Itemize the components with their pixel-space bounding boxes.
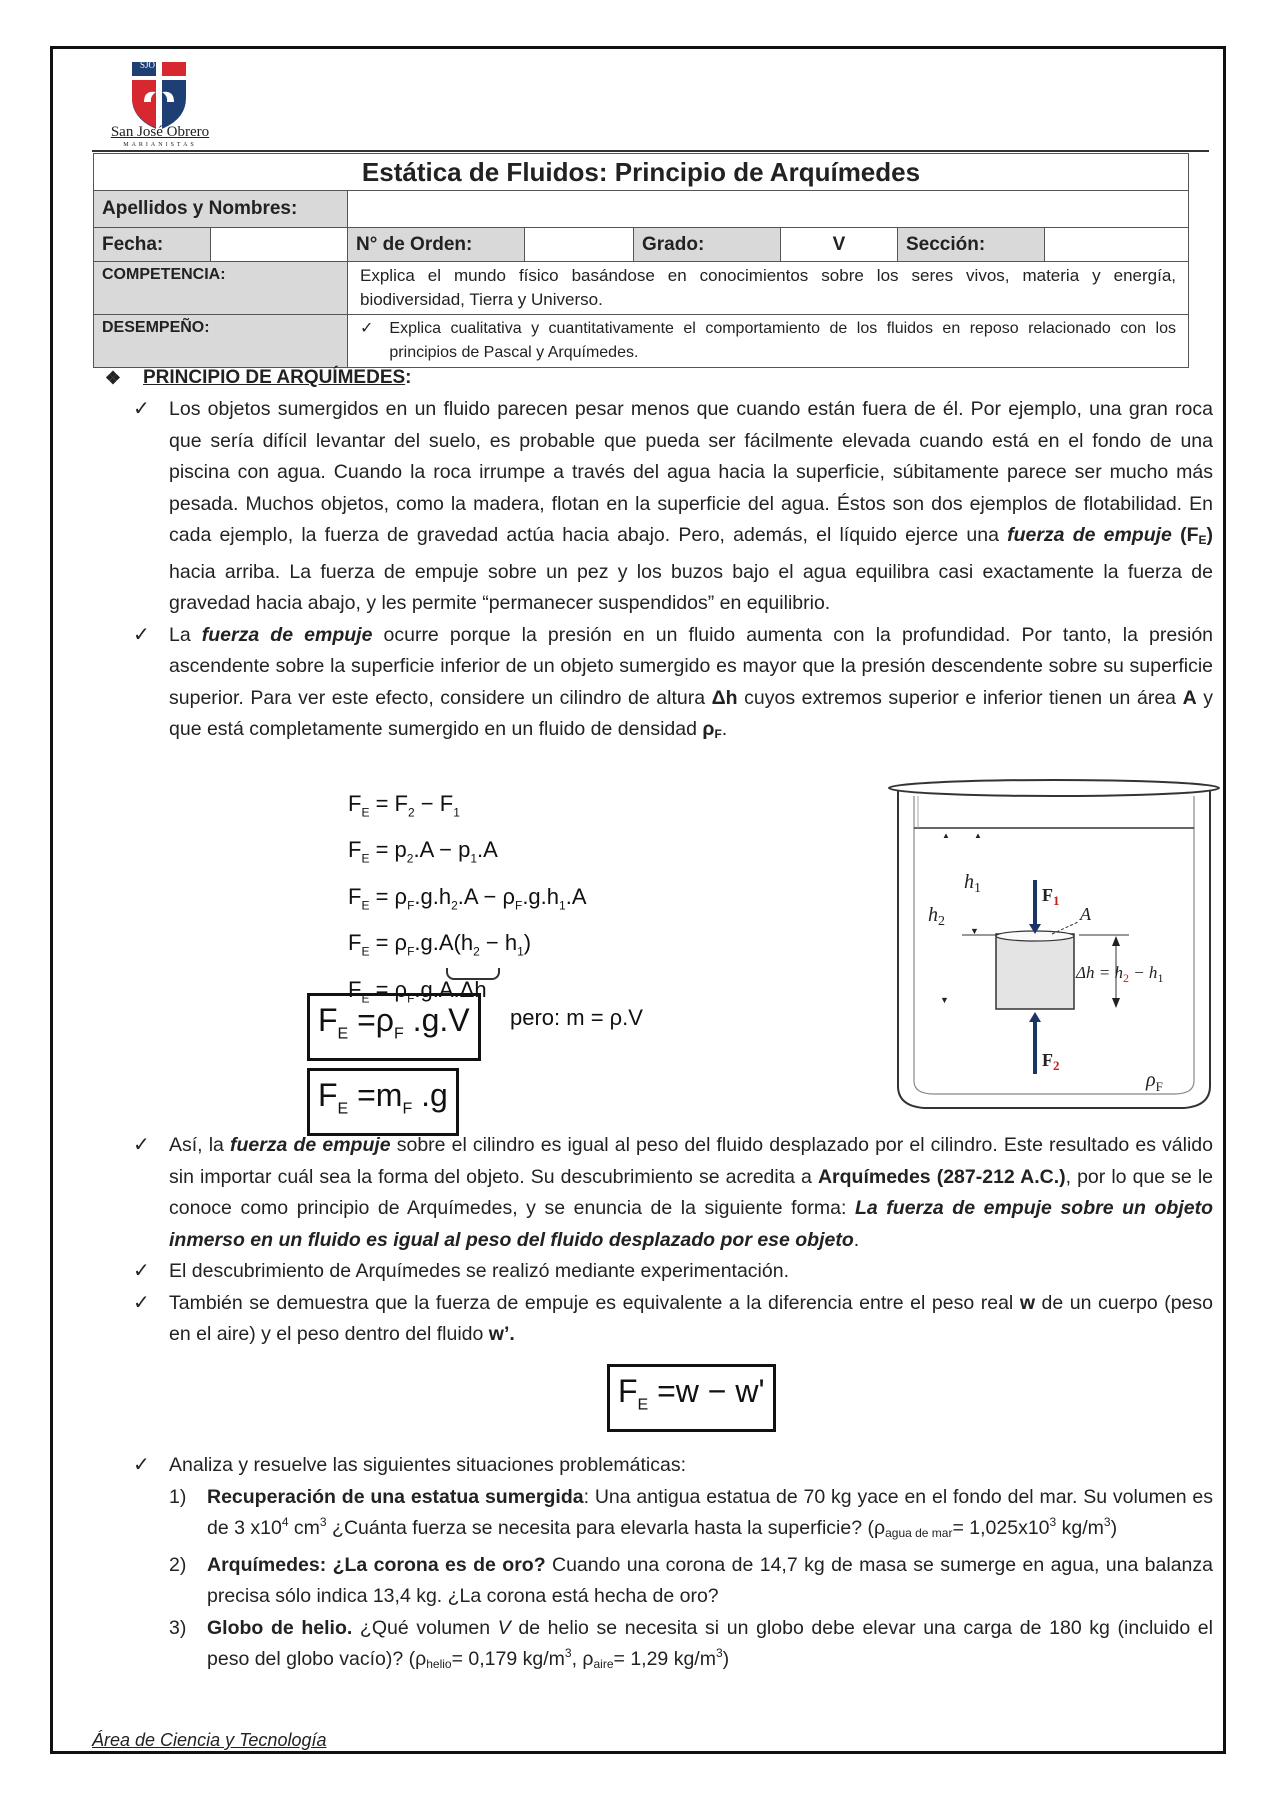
paragraph-2 — [93, 620, 1213, 751]
section-title-colon: : — [405, 367, 412, 388]
sup: 3 — [1103, 1515, 1111, 1529]
grade-value[interactable]: V — [781, 228, 898, 262]
problem-list — [93, 1482, 1213, 1681]
text: cuyos extremos superior e inferior tienen un área — [737, 686, 1183, 709]
school-logo-text — [104, 124, 216, 148]
problem-title: Arquímedes: ¿La corona es de oro? — [207, 1553, 546, 1576]
competencia-label: COMPETENCIA: — [94, 262, 348, 315]
fe-sub: E — [1198, 533, 1207, 547]
h1-label: $h_1$ — [964, 871, 981, 896]
section-label: Sección: — [898, 228, 1045, 262]
area-symbol: A — [1182, 686, 1197, 709]
school-subtitle: MARIANISTAS — [123, 142, 197, 148]
date-field[interactable] — [211, 228, 348, 262]
paragraph-4 — [93, 1256, 1213, 1288]
school-name: San José Obrero — [110, 124, 210, 140]
diamond-bullet-icon: ❖ — [104, 367, 122, 388]
section-title: PRINCIPIO DE ARQUÍMEDES — [143, 367, 406, 388]
text: hacia arriba. La fuerza de empuje sobre un pez y los buzos bajo el agua equilibra casi exactamente la fuerza de gravedad hacia abajo, y les permite “permanecer suspendidos” en equilibrio. — [169, 560, 1213, 614]
paragraph-1 — [93, 394, 1213, 620]
text: Los objetos sumergidos en un fluido parecen pesar menos que cuando están fuera de él. Por ejemplo, una gran roca que sería difícil levantar del suelo, es probable que pueda ser fácilmente elevada cuando está en el fondo de una piscina con agua. Cuando la roca irrumpe a través del agua hacia la superficie, súbitamente parece ser mucho más pesada. Muchos objetos, como la madera, flotan en la superficie del agua. Éstos son dos ejemplos de flotabilidad. En cada ejemplo, la fuerza de gravedad actúa hacia abajo. Pero, además, el líquido ejerce una — [169, 398, 1213, 546]
name-field[interactable] — [348, 191, 1189, 228]
cylinder-diagram — [884, 776, 1224, 1116]
check-icon: ✓ — [133, 1291, 150, 1314]
student-info-table — [93, 153, 1189, 368]
derivation-equations — [348, 785, 587, 1017]
boxed-equation-volume: $F_E =\rho_F$ .g.V — [307, 993, 481, 1061]
marker: ▲ — [942, 831, 950, 840]
text: y que está completamente sumergido en un fluido de densidad — [169, 686, 1213, 740]
emphasis: fuerza de empuje — [1007, 524, 1172, 546]
text: = 0,179 kg/m — [451, 1648, 565, 1670]
f1-label: $F_1$ — [1042, 885, 1060, 908]
check-icon: ✓ — [133, 1134, 150, 1156]
section-field[interactable] — [1045, 228, 1189, 262]
text: La — [169, 623, 202, 646]
competencia-text: Explica el mundo físico basándose en conocimientos sobre los seres vivos, materia y energía, biodiversidad, Tierra y Universo. — [348, 262, 1189, 315]
principle-statement: La fuerza de empuje sobre un objeto inmerso en un fluido es igual al peso del fluido desplazado por ese objeto — [169, 1197, 1213, 1251]
sub: agua de mar — [885, 1526, 953, 1540]
text: : Una antigua estatua de 70 kg yace en el fondo del mar. Su volumen es de 3 x10 — [207, 1485, 1213, 1539]
main-content — [93, 364, 1213, 751]
marker: ▲ — [974, 831, 982, 840]
fe-symbol: (F — [1171, 524, 1199, 546]
section-heading — [93, 364, 1213, 392]
desempeno-label: DESEMPEÑO: — [94, 315, 348, 368]
order-field[interactable] — [525, 228, 634, 262]
sup: 3 — [564, 1646, 572, 1660]
marker: ▼ — [970, 926, 979, 936]
footer-rule — [50, 1751, 1226, 1754]
text: sobre el cilindro es igual al peso del fluido desplazado por el cilindro. Este resultado es válido sin importar cuál sea la forma del objeto. Su descubrimiento se acredita a — [169, 1134, 1213, 1188]
problems-section — [93, 1450, 1213, 1681]
problem-item — [169, 1482, 1213, 1550]
text: Analiza y resuelve las siguientes situaciones problemáticas: — [169, 1454, 687, 1476]
marker: ▼ — [940, 995, 949, 1005]
underbrace — [446, 968, 500, 980]
sup: 3 — [319, 1515, 327, 1529]
grade-label: Grado: — [634, 228, 781, 262]
rho-f-label: $\rho_F$ — [1146, 1069, 1163, 1094]
sub: helio — [426, 1657, 452, 1671]
delta-h-symbol: Δh — [711, 686, 738, 709]
text: de helio se necesita si un globo debe elevar una carga de 180 kg (incluido el peso del globo vacío)? (ρ — [207, 1616, 1213, 1670]
problem-item — [169, 1613, 1213, 1681]
text: El descubrimiento de Arquímedes se realizó mediante experimentación. — [169, 1260, 790, 1282]
text: ) — [722, 1648, 730, 1670]
logo-badge: SJO — [140, 60, 156, 70]
check-icon: ✓ — [133, 1454, 150, 1476]
archimedes-dates: Arquímedes (287-212 A.C.) — [817, 1165, 1066, 1188]
problem-item — [169, 1550, 1213, 1613]
fe-close: ) — [1206, 524, 1213, 546]
check-icon: ✓ — [360, 320, 374, 337]
text: cm — [288, 1517, 320, 1539]
pero-note: pero: m = ρ.V — [510, 1005, 643, 1030]
worksheet-title: Estática de Fluidos: Principio de Arquímedes — [94, 154, 1189, 191]
h2-label: $h_2$ — [928, 904, 945, 929]
boxed-equation-mass: $F_E =m_F$ .g — [307, 1068, 459, 1136]
boxed-equation-weight: $F_E =w - w'$ — [607, 1364, 776, 1432]
sup: 3 — [1049, 1515, 1057, 1529]
text: ) — [1110, 1517, 1118, 1539]
equation-line: $F_E = F_2 - F_1$ — [348, 791, 460, 820]
w-symbol: w — [1019, 1291, 1035, 1314]
order-label: N° de Orden: — [348, 228, 525, 262]
f2-label: $F_2$ — [1042, 1050, 1060, 1073]
check-icon: ✓ — [133, 398, 150, 420]
dh-label: $\Delta h = h_2 - h_1$ — [1076, 963, 1164, 985]
problem-title: Globo de helio. — [207, 1616, 353, 1639]
text: ocurre porque la presión en un fluido aumenta con la profundidad. Por tanto, la presión ascendente sobre la superficie inferior de un objeto sumergido es mayor que la presión descendente sobre su superficie superior. Para ver este efecto, considere un cilindro de altura — [169, 623, 1214, 709]
beaker-rim — [889, 780, 1219, 796]
emphasis: fuerza de empuje — [201, 623, 373, 646]
equation-line: $F_E = \rho_F.g.A.\Delta h$ — [348, 976, 487, 1005]
sup: 3 — [715, 1646, 723, 1660]
header-rule — [92, 150, 1209, 152]
text: Así, la — [169, 1134, 230, 1156]
equation-line: $F_E = \rho_F.g.A(h_2 - h_1)$ — [348, 930, 532, 959]
desempeno-cell — [348, 315, 1189, 368]
text: . — [721, 718, 728, 740]
text: También se demuestra que la fuerza de empuje es equivalente a la diferencia entre el peso real — [169, 1291, 1020, 1314]
volume-symbol: V — [497, 1616, 511, 1639]
emphasis: fuerza de empuje — [229, 1134, 391, 1156]
text: , por lo que se le conoce como principio de Arquímedes, y se enuncia de la siguiente forma: — [169, 1165, 1214, 1219]
equation-line: $F_E = p_2.A - p_1.A$ — [348, 837, 498, 866]
equation-line: $F_E = \rho_F.g.h_2.A - \rho_F.g.h_1.A$ — [348, 883, 587, 913]
problem-number: 1) — [169, 1485, 187, 1508]
w-prime-symbol: w’. — [488, 1323, 515, 1345]
problem-number: 3) — [169, 1616, 187, 1639]
text: = 1,29 kg/m — [613, 1648, 716, 1670]
desempeno-text: Explica cualitativa y cuantitativamente el comportamiento de los fluidos en reposo relacionado con los principios de Pascal y Arquímedes. — [389, 320, 1176, 361]
text: de un cuerpo (peso en el aire) y el peso dentro del fluido — [169, 1291, 1213, 1345]
text: Cuando una corona de 14,7 kg de masa se sumerge en agua, una balanza precisa sólo indica 13,4 kg. ¿La corona está hecha de oro? — [207, 1553, 1213, 1607]
text: ¿Qué volumen — [352, 1616, 498, 1639]
rho-symbol: ρ — [702, 718, 715, 740]
check-icon: ✓ — [133, 1260, 150, 1282]
text: = 1,025x10 — [952, 1517, 1050, 1539]
sup: 4 — [281, 1515, 289, 1529]
problem-number: 2) — [169, 1553, 187, 1576]
date-label: Fecha: — [94, 228, 211, 262]
rho-sub: F — [714, 727, 722, 741]
sub: aire — [593, 1657, 614, 1671]
text: ¿Cuánta fuerza se necesita para elevarla hasta la superficie? (ρ — [326, 1517, 886, 1539]
text: , ρ — [571, 1648, 594, 1670]
name-label: Apellidos y Nombres: — [94, 191, 348, 228]
area-label: A — [1080, 904, 1091, 924]
lower-content — [93, 1130, 1213, 1351]
paragraph-6 — [93, 1450, 1213, 1482]
cylinder — [996, 934, 1074, 1009]
text: . — [853, 1228, 860, 1251]
problem-title: Recuperación de una estatua sumergida — [207, 1485, 584, 1508]
paragraph-3 — [93, 1130, 1213, 1256]
paragraph-5 — [93, 1288, 1213, 1351]
text: kg/m — [1056, 1517, 1104, 1539]
footer-area-label: Área de Ciencia y Tecnología — [92, 1730, 327, 1750]
check-icon: ✓ — [133, 623, 150, 646]
